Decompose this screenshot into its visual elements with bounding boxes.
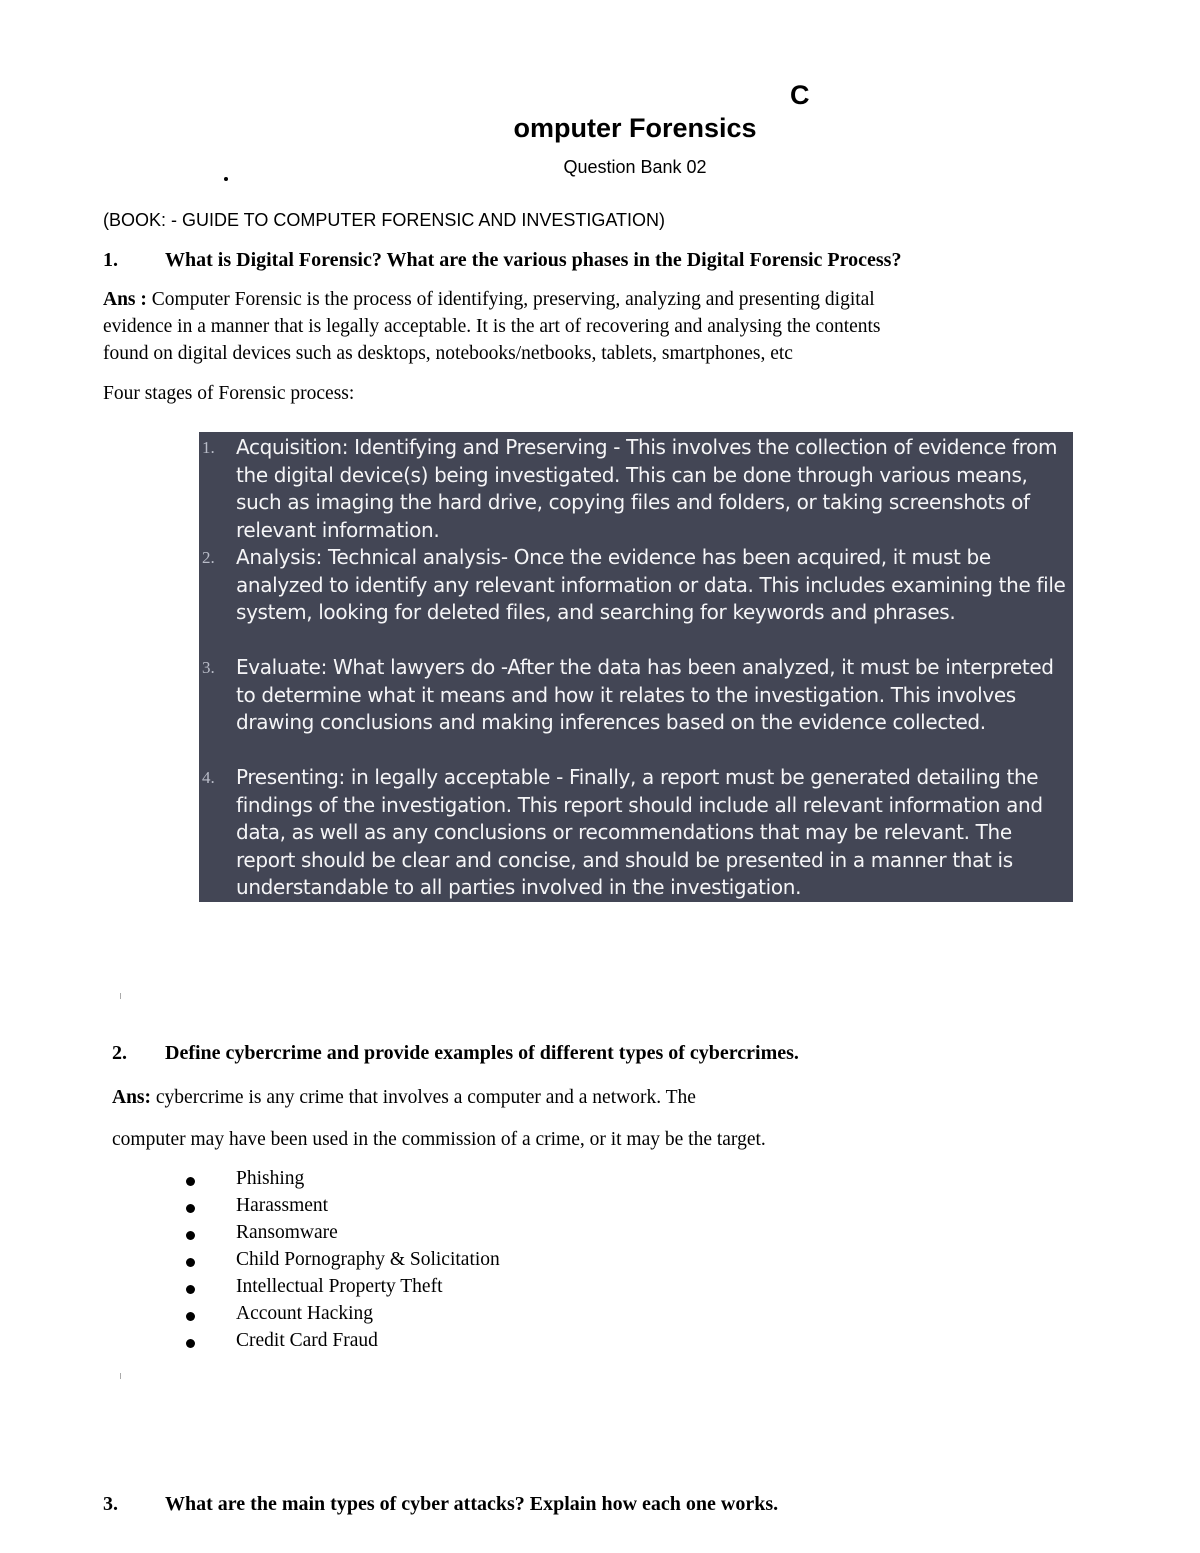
answer-2-line-1	[112, 1084, 696, 1111]
question-1	[103, 249, 1103, 275]
question-text: What is Digital Forensic? What are the various phases in the Digital Forensic Process?	[165, 249, 902, 271]
list-item-label: Child Pornography & Solicitation	[236, 1249, 500, 1270]
list-item-label: Phishing	[236, 1168, 305, 1189]
bullet-icon	[186, 1312, 195, 1321]
stage-number: 1.	[202, 438, 215, 457]
stages-list	[199, 432, 1073, 902]
bullet-icon	[186, 1177, 195, 1186]
cybercrime-examples-list	[0, 1168, 1200, 1358]
page-subtitle: Question Bank 02	[563, 157, 707, 177]
stage-text: Analysis: Technical analysis- Once the evidence has been acquired, it must be analyzed to identify any relevant information or data. This includes examining the file system, looking for deleted files, and searching for keywords and phrases.	[236, 545, 1066, 624]
title-initial: C	[790, 80, 810, 110]
answer-label: Ans:	[112, 1087, 152, 1108]
answer-1	[103, 286, 881, 367]
answer-line: Computer Forensic is the process of identifying, preserving, analyzing and presenting digital	[146, 289, 875, 310]
answer-line: evidence in a manner that is legally acceptable. It is the art of recovering and analysing the contents	[103, 316, 881, 337]
stages-intro: Four stages of Forensic process:	[103, 383, 355, 404]
question-number: 1.	[103, 249, 118, 271]
stage-text: Presenting: in legally acceptable - Finally, a report must be generated detailing the findings of the investigation. This report should include all relevant information and data, as well as any conclusions or recommendations that may be relevant. The report should be clear and concise, and should be presented in a manner that is understandable to all parties involved in the investigation.	[236, 765, 1043, 899]
stray-mark	[120, 993, 121, 999]
list-item-label: Credit Card Fraud	[236, 1330, 378, 1351]
stage-number: 3.	[202, 658, 215, 677]
stage-text: Evaluate: What lawyers do -After the data has been analyzed, it must be interpreted to determine what it means and how it relates to the investigation. This involves drawing conclusions and making inferences based on the evidence collected.	[236, 655, 1054, 734]
stray-dot	[224, 177, 228, 181]
bullet-icon	[186, 1285, 195, 1294]
question-2	[112, 1042, 1012, 1068]
bullet-icon	[186, 1204, 195, 1213]
list-item-label: Account Hacking	[236, 1303, 373, 1324]
list-item-label: Intellectual Property Theft	[236, 1276, 443, 1297]
bullet-icon	[186, 1231, 195, 1240]
answer-label: Ans :	[103, 289, 147, 310]
stage-number: 4.	[202, 768, 215, 787]
question-number: 3.	[103, 1493, 118, 1515]
list-item-label: Harassment	[236, 1195, 329, 1216]
question-text: Define cybercrime and provide examples of different types of cybercrimes.	[165, 1042, 799, 1064]
stage-number: 2.	[202, 548, 215, 567]
question-number: 2.	[112, 1042, 127, 1064]
stage-text: Acquisition: Identifying and Preserving - This involves the collection of evidence from the digital device(s) being investigated. This can be done through various means, such as imaging the hard drive, copying files and folders, or taking screenshots of relevant information.	[236, 435, 1058, 542]
list-item-label: Ransomware	[236, 1222, 338, 1243]
bullet-icon	[186, 1339, 195, 1348]
book-reference: (BOOK: - GUIDE TO COMPUTER FORENSIC AND INVESTIGATION)	[103, 210, 666, 230]
page-title: omputer Forensics	[513, 113, 757, 143]
bullet-icon	[186, 1258, 195, 1267]
question-3	[103, 1493, 1003, 1519]
answer-line: found on digital devices such as desktops, notebooks/netbooks, tablets, smartphones, etc	[103, 343, 793, 364]
stray-mark	[120, 1373, 121, 1379]
answer-line: cybercrime is any crime that involves a computer and a network. The	[151, 1087, 696, 1108]
question-text: What are the main types of cyber attacks? Explain how each one works.	[165, 1493, 779, 1515]
answer-2-line-2: computer may have been used in the commission of a crime, or it may be the target.	[112, 1129, 766, 1150]
